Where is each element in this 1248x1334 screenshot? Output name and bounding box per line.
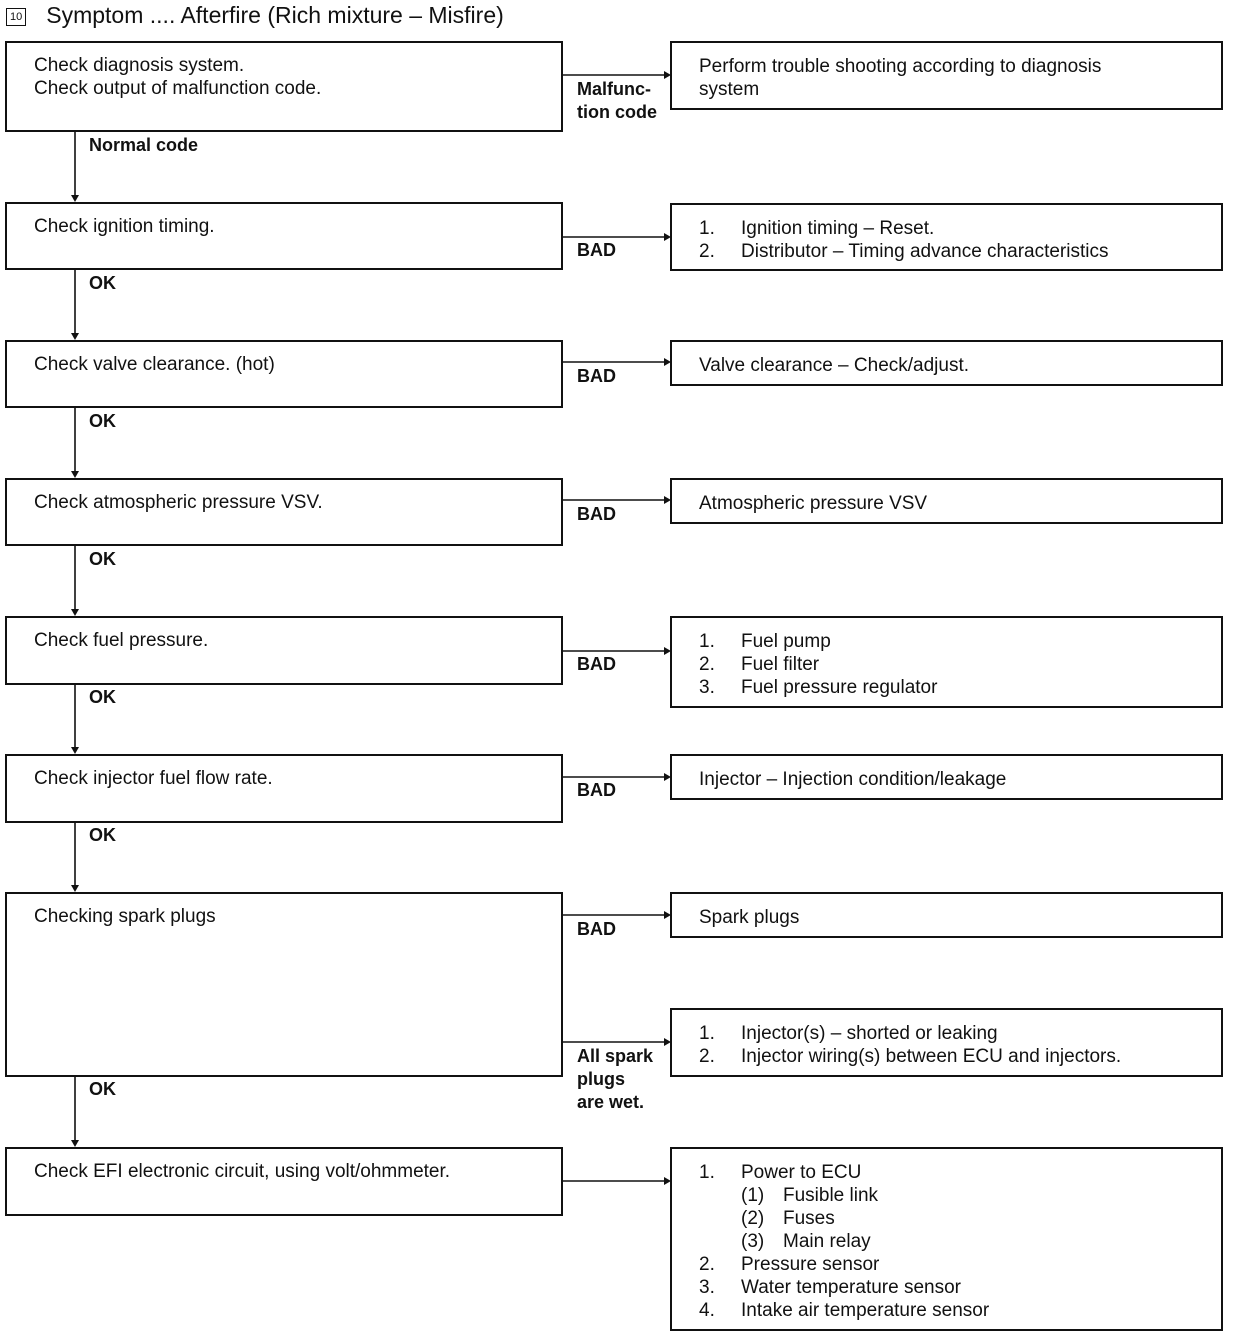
label-malfunction-code: Malfunc- tion code xyxy=(577,79,657,122)
label-ok: OK xyxy=(89,273,116,293)
step-text: Check atmospheric pressure VSV. xyxy=(34,492,323,513)
action-spark-plugs: Spark plugs xyxy=(670,892,1223,938)
label-normal-code: Normal code xyxy=(89,135,199,155)
step-check-fuel-pressure xyxy=(5,616,563,685)
action-atmospheric-vsv: Atmospheric pressure VSV xyxy=(670,478,1223,524)
step-text: Check ignition timing. xyxy=(34,216,215,237)
action-efi-circuit: 1. Power to ECU (1) Fusible link (2) Fuses (3) Main relay 2. Pressure sensor 3. Water temperature sensor 4. Intake air temperature sensor xyxy=(670,1147,1223,1331)
action-injector: Injector – Injection condition/leakage xyxy=(670,754,1223,800)
section-number-badge: 10 xyxy=(6,8,26,26)
label-bad: BAD xyxy=(577,654,616,674)
label-bad: BAD xyxy=(577,240,616,260)
label-ok: OK xyxy=(89,825,116,845)
step-text: Check diagnosis system. xyxy=(34,55,245,76)
action-diagnosis-troubleshooting: Perform trouble shooting according to diagnosis system xyxy=(670,41,1223,110)
step-text: Check output of malfunction code. xyxy=(34,78,322,99)
action-valve-clearance: Valve clearance – Check/adjust. xyxy=(670,340,1223,386)
step-check-valve-clearance xyxy=(5,340,563,408)
label-bad: BAD xyxy=(577,780,616,800)
label-bad: BAD xyxy=(577,366,616,386)
label-ok: OK xyxy=(89,1079,116,1099)
step-check-atmospheric-vsv xyxy=(5,478,563,546)
label-ok: OK xyxy=(89,687,116,707)
step-check-efi-circuit xyxy=(5,1147,563,1216)
label-bad: BAD xyxy=(577,504,616,524)
label-bad: BAD xyxy=(577,919,616,939)
action-ignition: 1. Ignition timing – Reset. 2. Distributor – Timing advance characteristics xyxy=(670,203,1223,271)
action-injectors-wet-plugs: 1. Injector(s) – shorted or leaking 2. Injector wiring(s) between ECU and injectors. xyxy=(670,1008,1223,1077)
step-text: Checking spark plugs xyxy=(34,906,216,927)
step-check-spark-plugs xyxy=(5,892,563,1077)
step-text: Check valve clearance. (hot) xyxy=(34,354,275,375)
step-text: Check injector fuel flow rate. xyxy=(34,768,273,789)
title-text: Symptom .... Afterfire (Rich mixture – Misfire) xyxy=(46,2,504,28)
step-text: Check EFI electronic circuit, using volt/ohmmeter. xyxy=(34,1161,451,1182)
step-text: Check fuel pressure. xyxy=(34,630,209,651)
step-check-injector-flow xyxy=(5,754,563,823)
label-all-spark-plugs-wet: All spark plugs are wet. xyxy=(577,1046,654,1112)
label-ok: OK xyxy=(89,411,116,431)
label-ok: OK xyxy=(89,549,116,569)
action-fuel-system: 1. Fuel pump 2. Fuel filter 3. Fuel pressure regulator xyxy=(670,616,1223,708)
step-check-ignition-timing xyxy=(5,202,563,270)
step-check-diagnosis xyxy=(5,41,563,132)
